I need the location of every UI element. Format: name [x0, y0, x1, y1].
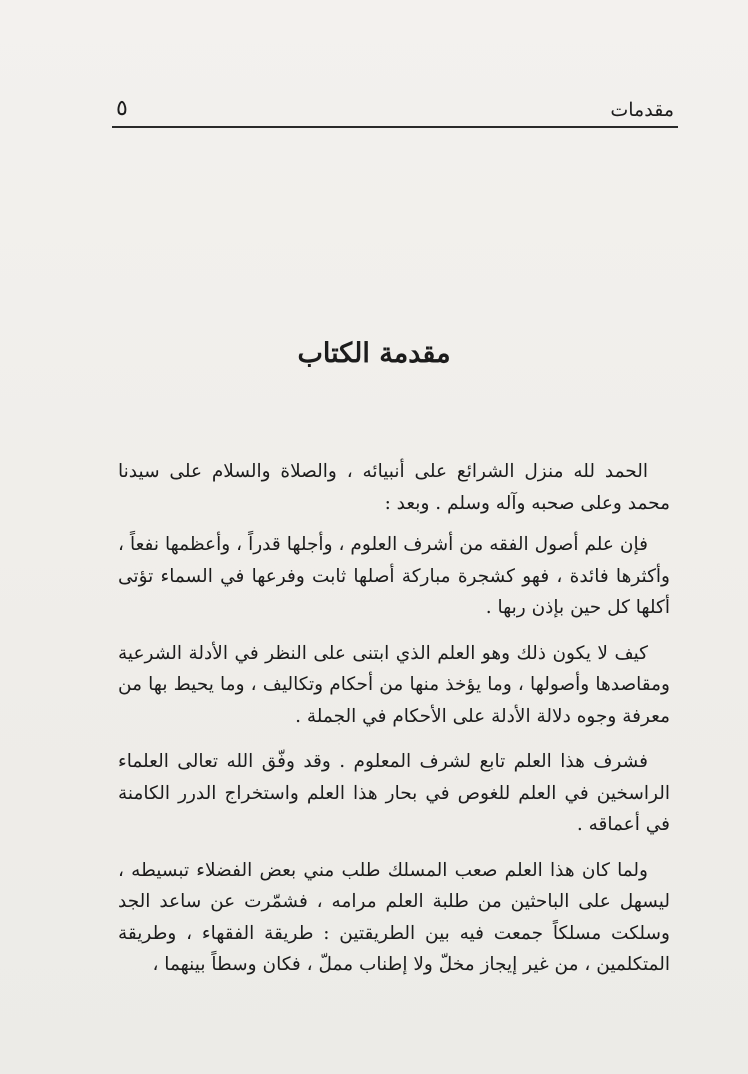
page-number: ٥ — [116, 96, 128, 121]
running-title: مقدمات — [610, 99, 674, 121]
paragraph: فإن علم أصول الفقه من أشرف العلوم ، وأجلها قدراً ، وأعظمها نفعاً ، وأكثرها فائدة ، فهو كشجرة مباركة أصلها ثابت وفرعها في السماء تؤتى أكلها كل حين بإذن ربها . — [118, 534, 670, 618]
paragraph: كيف لا يكون ذلك وهو العلم الذي ابتنى على النظر في الأدلة الشرعية ومقاصدها وأصولها ، وما يؤخذ منها من أحكام وتكاليف ، وما يحيط بها من معرفة وجوه دلالة الأدلة على الأحكام في الجملة . — [118, 642, 670, 727]
paragraph: الحمد لله منزل الشرائع على أنبيائه ، والصلاة والسلام على سيدنا محمد وعلى صحبه وآله وسلم . وبعد : — [118, 461, 670, 514]
header-rule — [112, 126, 678, 128]
paragraph: فشرف هذا العلم تابع لشرف المعلوم . وقد وفّق الله تعالى العلماء الراسخين في العلم للغوص في بحار هذا العلم واستخراج الدرر الكامنة في أعماقه . — [118, 751, 670, 835]
body-text — [118, 456, 670, 995]
page-header — [116, 96, 674, 124]
chapter-title: مقدمة الكتاب — [297, 338, 451, 369]
paragraph: ولما كان هذا العلم صعب المسلك طلب مني بعض الفضلاء تبسيطه ، ليسهل على الباحثين من طلبة العلم مرامه ، فشمّرت عن ساعد الجد وسلكت مسلكاً جمعت فيه بين الطريقتين : طريقة الفقهاء ، وطريقة المتكلمين ، من غير إيجاز مخلّ ولا إطناب مملّ ، فكان وسطاً بينهما ، — [118, 859, 670, 975]
